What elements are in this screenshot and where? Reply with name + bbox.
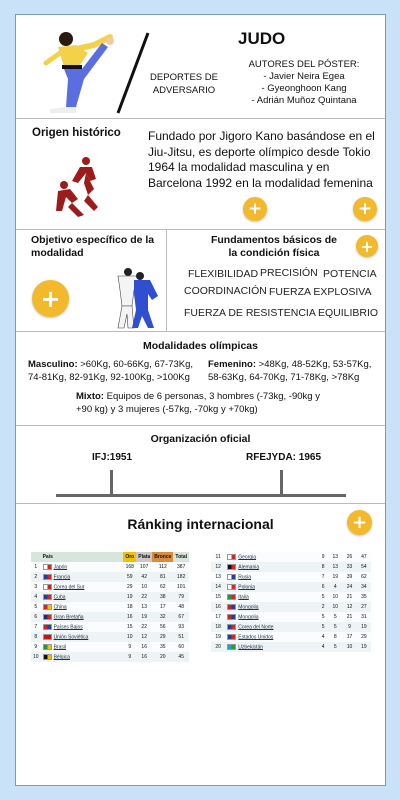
header-section [16,15,385,119]
author-name: - Gyeonghoon Kang [261,83,347,94]
origin-section [16,119,385,230]
bronze-cell: 17 [152,602,173,612]
fundamental-equilibrio: EQUILIBRIO [318,307,379,319]
rank-cell: 7 [31,622,41,632]
silver-cell: 22 [136,592,152,602]
ranking-table-right [211,552,371,652]
ranking-row [31,572,189,582]
ranking-row [211,642,371,652]
ranking-row [211,562,371,572]
silver-cell: 8 [328,632,342,642]
fundamental-fuerza-explosiva: FUERZA EXPLOSIVA [269,286,372,298]
country-name[interactable]: Polonia [238,584,255,591]
total-cell: 29 [357,632,371,642]
ranking-row [211,612,371,622]
bronze-cell: 21 [342,612,356,622]
country-flag-icon [227,644,236,650]
rank-cell: 11 [211,552,225,562]
country-flag-icon [227,584,236,590]
ranking-heading: Ránking internacional [127,516,274,532]
silver-cell: 19 [328,572,342,582]
country-flag-icon [43,654,52,660]
country-name[interactable]: Estados Unidos [238,634,274,641]
expand-ranking-button[interactable]: + [347,510,372,535]
country-flag-icon [43,584,52,590]
country-cell[interactable] [225,572,318,582]
total-cell: 27 [357,602,371,612]
bronze-cell: 17 [342,632,356,642]
total-cell: 48 [173,602,189,612]
origin-text: Fundado por Jigoro Kano basándose en el Jiu-Jitsu, es deporte olímpico desde Tokio 1964 la modalidad masculina y en Barcelona 1992 en la modalidad femenina [148,129,375,190]
timeline-tick-rfejyda [280,470,283,494]
country-cell[interactable] [41,632,124,642]
country-cell[interactable] [41,602,124,612]
total-cell: 35 [357,592,371,602]
objective-heading: Objetivo específico de la modalidad [31,234,155,259]
silver-cell: 5 [328,612,342,622]
rank-cell: 16 [211,602,225,612]
rfejyda-label: RFEJYDA: 1965 [246,452,322,463]
country-cell[interactable] [41,642,124,652]
female-text: >48Kg, 48-52Kg, 53-57Kg, 58-63Kg, 64-70Kg, 71-78Kg, >78Kg [208,359,372,383]
bronze-cell: 12 [342,602,356,612]
ranking-row [31,582,189,592]
col-total: Total [175,554,187,560]
country-cell[interactable] [225,622,318,632]
total-cell: 54 [357,562,371,572]
country-name[interactable]: Bélgica [53,654,70,661]
ranking-row [211,582,371,592]
organization-heading: Organización oficial [150,433,251,445]
col-country: País [41,552,124,562]
total-cell: 19 [357,622,371,632]
total-cell: 51 [173,632,189,642]
male-text: >60Kg, 60-66Kg, 67-73Kg, 74-81Kg, 82-91Kg, 92-100Kg, >100Kg [28,359,194,383]
ranking-row [31,642,189,652]
rank-cell: 4 [31,592,41,602]
page-title: JUDO [238,29,286,48]
gold-cell: 10 [123,632,136,642]
total-cell: 79 [173,592,189,602]
expand-objective-button[interactable]: + [32,280,69,317]
country-cell[interactable] [225,552,318,562]
ranking-row [211,622,371,632]
expand-origin-more-button[interactable]: + [353,197,377,221]
category-label: DEPORTES DE ADVERSARIO [150,72,218,96]
fundamentals-heading: Fundamentos básicos de la condición física [210,234,338,259]
objective-panel [16,230,167,331]
country-flag-icon [43,594,52,600]
col-bronze: Bronce [154,554,172,560]
objective-fundamentals-section [16,230,385,332]
olympic-heading: Modalidades olímpicas [143,340,258,352]
country-cell[interactable] [41,622,124,632]
silver-cell: 10 [328,602,342,612]
rank-cell: 14 [211,582,225,592]
country-name[interactable]: Japón [53,564,68,571]
rank-cell: 19 [211,632,225,642]
country-name[interactable]: Uzbekistán [238,644,263,651]
gold-cell: 5 [318,592,328,602]
country-name[interactable]: Rusia [238,574,252,581]
ranking-table-left [31,552,189,662]
rank-cell: 5 [31,602,41,612]
gold-cell: 9 [318,552,328,562]
gold-cell: 5 [318,612,328,622]
judoka-kick-illustration [36,23,126,115]
country-flag-icon [43,564,52,570]
bronze-cell: 21 [342,592,356,602]
ranking-row [211,632,371,642]
country-cell[interactable] [41,592,124,602]
gold-cell: 4 [318,642,328,652]
country-name[interactable]: Corea del Sur [53,584,85,591]
ranking-row [31,652,189,662]
country-cell[interactable] [41,652,124,662]
country-flag-icon [227,554,236,560]
fundamental-coordinacion: COORDINACIÓN [184,285,267,297]
silver-cell: 13 [328,552,342,562]
country-flag-icon [43,604,52,610]
rank-cell: 1 [31,562,41,572]
silver-cell: 19 [136,612,152,622]
country-cell[interactable] [41,572,124,582]
fundamental-precision: PRECISIÓN [260,267,318,279]
rank-cell: 15 [211,592,225,602]
total-cell: 387 [173,562,189,572]
country-flag-icon [43,624,52,630]
country-cell[interactable] [225,582,318,592]
rank-cell: 18 [211,622,225,632]
gold-cell: 168 [123,562,136,572]
country-name[interactable]: Mongolia [238,614,259,621]
silver-cell: 42 [136,572,152,582]
col-rank [31,552,41,562]
total-cell: 67 [173,612,189,622]
total-cell: 60 [173,642,189,652]
country-flag-icon [227,634,236,640]
silver-cell: 12 [136,632,152,642]
country-flag-icon [227,624,236,630]
silver-cell: 13 [136,602,152,612]
male-label: Masculino: [28,359,78,370]
rank-cell: 8 [31,632,41,642]
silver-cell: 22 [136,622,152,632]
gold-cell: 19 [123,592,136,602]
ranking-row [31,562,189,572]
country-name[interactable]: Francia [53,574,71,581]
bronze-cell: 112 [152,562,173,572]
fundamental-potencia: POTENCIA [323,268,377,280]
bronze-cell: 32 [152,612,173,622]
rank-cell: 12 [211,562,225,572]
judo-throw-illustration [104,266,162,330]
country-flag-icon [43,574,52,580]
country-flag-icon [43,644,52,650]
gold-cell: 18 [123,602,136,612]
country-name[interactable]: Gran Bretaña [53,614,84,621]
country-name[interactable]: Países Bajos [53,624,83,631]
bronze-cell: 81 [152,572,173,582]
silver-cell: 107 [136,562,152,572]
author-name: - Adrián Muñoz Quintana [251,95,357,106]
country-name[interactable]: Italia [238,594,249,601]
bronze-cell: 39 [342,572,356,582]
ranking-row [31,632,189,642]
rank-cell: 13 [211,572,225,582]
mixed-label: Mixto: [76,391,104,402]
country-name[interactable]: China [53,604,67,611]
bronze-cell: 24 [342,582,356,592]
gold-cell: 59 [123,572,136,582]
gold-cell: 9 [123,642,136,652]
ranking-row [31,612,189,622]
bronze-cell: 56 [152,622,173,632]
poster [15,14,386,786]
country-name[interactable]: Cuba [53,594,66,601]
bronze-cell: 10 [342,642,356,652]
bronze-cell: 62 [152,582,173,592]
country-name[interactable]: Alemania [238,564,260,571]
bronze-cell: 26 [342,552,356,562]
silver-cell: 16 [136,642,152,652]
silver-cell: 10 [136,582,152,592]
rank-cell: 9 [31,642,41,652]
bronze-cell: 20 [152,652,173,662]
country-cell[interactable] [225,602,318,612]
silver-cell: 13 [328,562,342,572]
total-cell: 31 [357,612,371,622]
total-cell: 34 [357,582,371,592]
country-name[interactable]: Brasil [53,644,67,651]
country-flag-icon [227,614,236,620]
silver-cell: 10 [328,592,342,602]
country-cell[interactable] [225,642,318,652]
gold-cell: 16 [123,612,136,622]
col-silver: Plata [138,554,151,560]
ranking-row [31,622,189,632]
country-flag-icon [43,634,52,640]
country-name[interactable]: Unión Soviética [53,634,89,641]
timeline-tick-ifj [110,470,113,494]
gold-cell: 4 [318,632,328,642]
rank-cell: 10 [33,654,39,660]
gold-cell: 15 [123,622,136,632]
expand-origin-button[interactable]: + [243,197,267,221]
country-flag-icon [227,574,236,580]
rank-cell: 20 [211,642,225,652]
origin-heading: Origen histórico [32,127,121,139]
country-cell[interactable] [41,562,124,572]
silver-cell: 4 [328,582,342,592]
ranking-row [31,592,189,602]
olympic-section [16,332,385,426]
rank-cell: 3 [31,582,41,592]
organization-section [16,426,385,504]
mixed-text: Equipos de 6 personas, 3 hombres (-73kg, -90kg y +90 kg) y 3 mujeres (-57kg, -70kg y +70kg) [76,391,320,415]
rank-cell: 6 [31,612,41,622]
authors-block [244,59,364,107]
col-gold: Oro [125,554,135,560]
gold-cell: 6 [318,582,328,592]
country-flag-icon [227,604,236,610]
total-cell: 47 [357,552,371,562]
male-categories [28,358,206,384]
ranking-row [31,602,189,612]
silver-cell: 16 [136,652,152,662]
total-cell: 45 [173,652,189,662]
country-flag-icon [227,564,236,570]
country-name[interactable]: Mongolia [238,604,259,611]
bronze-cell: 29 [152,632,173,642]
country-name[interactable]: Georgia [238,554,257,561]
timeline-bar [56,494,346,497]
female-categories [208,358,384,384]
judo-symbol-icon [50,155,106,219]
bronze-cell: 38 [152,592,173,602]
total-cell: 19 [357,642,371,652]
fundamental-fuerza-resistencia: FUERZA DE RESISTENCIA [184,307,316,319]
country-cell[interactable] [225,592,318,602]
bronze-cell: 35 [152,642,173,652]
country-cell[interactable] [225,562,318,572]
total-cell: 93 [173,622,189,632]
total-cell: 62 [357,572,371,582]
bronze-cell: 9 [342,622,356,632]
country-cell[interactable] [225,632,318,642]
country-cell[interactable] [41,582,124,592]
ranking-row [211,572,371,582]
country-cell[interactable] [41,612,124,622]
gold-cell: 2 [318,602,328,612]
author-name: - Javier Neira Egea [263,71,345,82]
country-flag-icon [43,614,52,620]
ranking-row [211,602,371,612]
gold-cell: 5 [318,622,328,632]
ranking-row [211,552,371,562]
bronze-cell: 33 [342,562,356,572]
expand-fundamentals-button[interactable]: + [356,235,378,257]
country-name[interactable]: Corea del Norte [238,624,274,631]
gold-cell: 7 [318,572,328,582]
total-cell: 101 [173,582,189,592]
silver-cell: 5 [328,622,342,632]
mixed-category [76,390,338,416]
total-cell: 182 [173,572,189,582]
fundamental-flexibilidad: FLEXIBILIDAD [188,268,259,280]
rank-cell: 2 [31,572,41,582]
ranking-row [211,592,371,602]
ifj-label: IFJ:1951 [92,452,133,463]
female-label: Femenino: [208,359,257,370]
authors-heading: AUTORES DEL PÓSTER: [248,59,360,70]
ranking-section [16,504,385,786]
country-flag-icon [227,594,236,600]
country-cell[interactable] [225,612,318,622]
rank-cell: 17 [211,612,225,622]
gold-cell: 29 [123,582,136,592]
gold-cell: 8 [318,562,328,572]
silver-cell: 5 [328,642,342,652]
gold-cell: 9 [123,652,136,662]
